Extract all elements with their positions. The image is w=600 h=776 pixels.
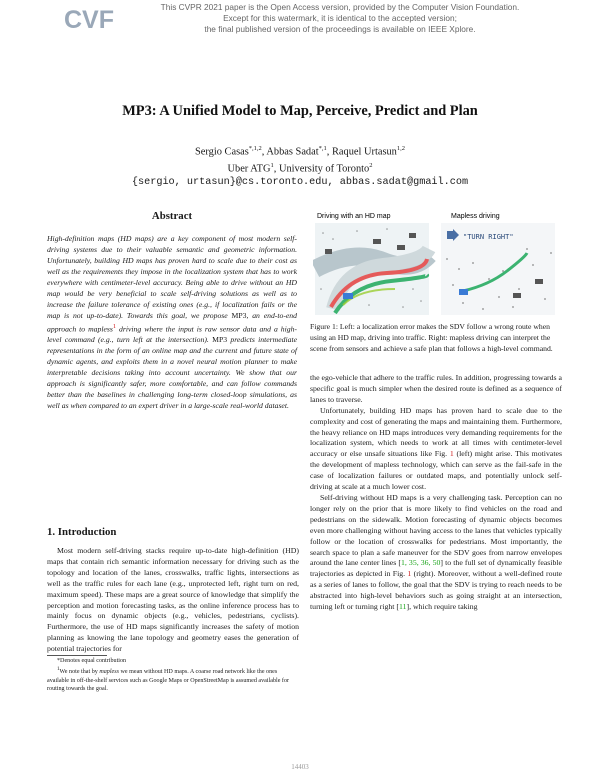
figure-label-right: Mapless driving	[451, 213, 500, 220]
watermark-line: This CVPR 2021 paper is the Open Access version, provided by the Computer Vision Foundation.	[160, 2, 520, 12]
open-access-watermark	[130, 2, 550, 36]
intro-text: Most modern self-driving stacks require up-to-date high-definition (HD) maps that contain rich semantic information necessary for driving such as the topology and location of the lanes, crosswalks, traffic lights, intersections as well as the traffic rules for each lane (e.g., unprotected left, right turn on red, maximum speed). These maps are a great source of knowledge that simplify the perception and motion forecasting tasks, as the online inference process has to mainly focus on dynamic objects (e.g., vehicles, pedestrians, cyclists). Furthermore, the use of HD maps significantly increases the safety of motion planning as knowing the lane topology and geometry eases the generation of potential trajectories for	[47, 546, 299, 654]
footnote-number: 1	[57, 666, 60, 673]
citation-link[interactable]: 11	[399, 602, 407, 612]
author-emails: {sergio, urtasun}@cs.toronto.edu, abbas.sadat@gmail.com	[131, 177, 469, 189]
author-superscript: 1,2	[396, 145, 406, 152]
paper-title: MP3: A Unified Model to Map, Perceive, Predict and Plan	[122, 103, 478, 119]
paragraph: Self-driving without HD maps is a very challenging task. Perception can no longer rely on the prior that is more likely to find vehicles on the road and pedestrians on the sidewalk. Motion forecasting of dynamic objects becomes even more challenging without having access to the lanes that vehicles typically follow or the location of crosswalks for pedestrians. Most importantly, the search space to plan a safe maneuver for the SDV goes from narrow envelopes around the lane center lines [1, 35, 36, 50] to the full set of dynamically feasible trajectories as depicted in Fig. 1 (right). Moreover, without a well-defined route as a series of lanes to follow, the goal that the SDV is trying to reach needs to be abstracted into high-level behaviors such as going straight at an intersection, turning left or turning right [11], which require taking	[310, 492, 562, 612]
intro-right-column	[310, 373, 562, 613]
figure-1	[313, 209, 557, 319]
sdv-vehicle	[343, 293, 353, 299]
footnotes	[47, 657, 299, 693]
affiliation: University of Toronto	[278, 163, 370, 175]
footnote-mapless: $^1$We note that by mapless we mean without HD maps. A coarse road network like the ones available in off-the-shelf services such as Google Maps or OpenStreetMap is assumed available for routing towards the goal.	[47, 666, 290, 692]
figure-label-left: Driving with an HD map	[317, 213, 391, 220]
abstract-text	[47, 234, 297, 412]
affiliation: Uber ATG	[227, 163, 271, 175]
abstract-part: predicts intermediate representations in the form of an online map and the current and future state of dynamic agents, and exploits them in a novel neural motion planner to make interpretable decisions taking into account uncertainty. We show that our approach is significantly safer, more comfortable, and can follow commands better than the baselines in challenging long-term closed-loop simulations, as well as when compared to an expert driver in a large-scale real-world dataset.	[47, 335, 297, 410]
author-block	[0, 142, 600, 190]
paragraph: Unfortunately, building HD maps has proven hard to scale due to the complexity and cost of generating the maps and maintaining them. Furthermore, the heavy reliance on HD maps introduces very demanding requirements for the localization system, which needs to work at all times with centimeter-level accuracy or else unsafe situations like Fig. 1 (left) might arise. This motivates the development of mapless technology, which can serve as the fail-safe in the case of localization failures or outdated maps, and potentially unlock self-driving at scale at a much lower cost.	[310, 405, 562, 492]
affiliations: Uber ATG$^1$, University of Toronto$^2$	[227, 162, 373, 175]
figure-ref-link[interactable]: 1	[449, 449, 454, 459]
method-name: MP3	[231, 310, 247, 320]
turn-right-command: "TURN RIGHT"	[463, 233, 514, 241]
abstract-part: driving where the input is raw sensor data and a high-level command (e.g., turn left at the intersection).	[47, 324, 297, 345]
paragraph: the ego-vehicle that adhere to the traffic rules. In addition, progressing towards a specific goal is much simpler when the desired route is defined as a sequence of lanes to traverse.	[310, 373, 562, 404]
affiliation-superscript: 2	[369, 162, 373, 170]
citation-link[interactable]: 1, 35, 36, 50	[400, 558, 441, 568]
sdv-vehicle	[459, 289, 468, 295]
author-name: Sergio Casas	[194, 146, 249, 158]
mapless-panel	[441, 223, 555, 315]
footnote-marker: 1	[112, 322, 117, 330]
abstract-part: , an end-to-end approach to mapless	[47, 310, 297, 334]
figure-ref-link[interactable]: 1	[407, 569, 412, 579]
figure-1-caption: Figure 1: Left: a localization error makes the SDV follow a wrong route when using an HD map, driving into traffic. Right: mapless driving can interpret the scene from sensors and achieve a safe plan that follows a high-level command.	[310, 322, 553, 353]
section-heading-introduction: 1. Introduction	[47, 526, 117, 538]
author-superscript: *,1,2	[248, 145, 262, 152]
abstract-part: High-definition maps (HD maps) are a key component of most modern self-driving systems due to their valuable semantic and geometric information. Unfortunately, building HD maps has proven hard to scale due to their cost as well as the requirements they impose in the localization system that has to work everywhere with centimeter-level accuracy. Being able to drive without an HD map would be very beneficial to scale self-driving solutions as well as to increase the failure tolerance of existing ones (e.g., if localization fails or the map is not up-to-date). Towards this goal, we propose	[47, 234, 297, 320]
cvf-logo	[62, 3, 122, 33]
author-name: Abbas Sadat	[266, 146, 319, 158]
footnote-rule	[47, 655, 107, 656]
hd-map-panel	[315, 223, 429, 315]
intro-paragraph	[47, 546, 299, 655]
page-number: 14403	[291, 763, 309, 771]
author-name: Raquel Urtasun	[331, 146, 397, 158]
affiliation-superscript: 1	[270, 162, 274, 170]
author-names: Sergio Casas$^{*,1,2}$, Abbas Sadat$^{*,1}$, Raquel Urtasun$^{1,2}$	[194, 145, 406, 158]
watermark-line: the final published version of the proceedings is available on IEEE Xplore.	[204, 24, 476, 35]
footnote-equal-contribution: *Denotes equal contribution	[57, 658, 127, 664]
arrow-right-icon	[447, 231, 453, 239]
method-name: MP3	[212, 335, 228, 345]
watermark-line: Except for this watermark, it is identical to the accepted version;	[223, 13, 457, 24]
cvf-logo-text: CVF	[64, 6, 114, 33]
abstract-heading: Abstract	[151, 210, 193, 222]
author-superscript: *,1	[318, 145, 327, 152]
